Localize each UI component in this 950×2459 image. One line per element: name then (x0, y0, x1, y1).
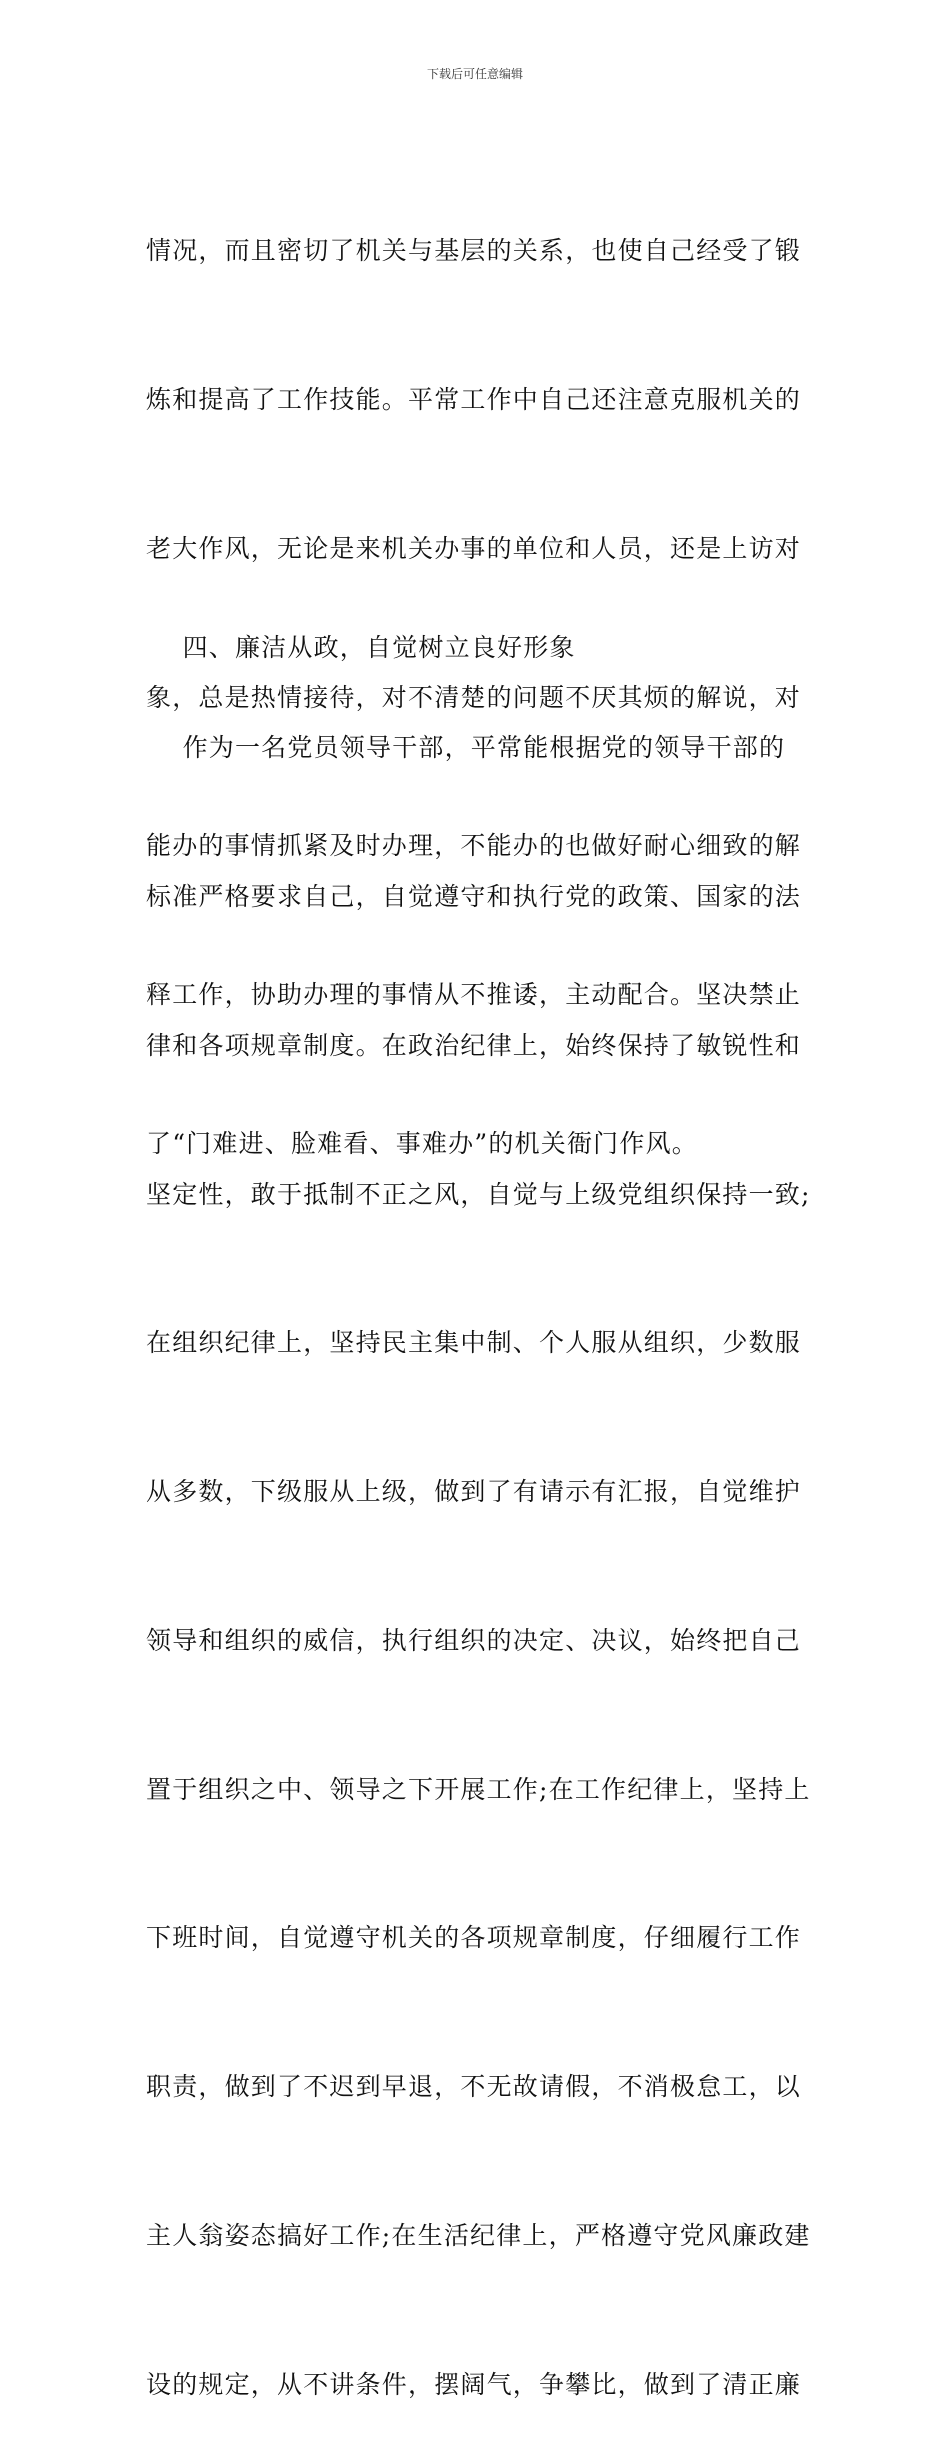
paragraph-line: 从多数，下级服从上级，做到了有请示有汇报，自觉维护 (146, 1477, 802, 1507)
paragraph-line: 老大作风，无论是来机关办事的单位和人员，还是上访对 (146, 533, 802, 563)
paragraph-line: 释工作，协助办理的事情从不推诿，主动配合。坚决禁止 (146, 980, 802, 1010)
paragraph-line: 情况，而且密切了机关与基层的关系，也使自己经受了锻 (146, 236, 802, 266)
paragraph-line: 坚定性，敢于抵制不正之风，自觉与上级党组织保持一致; (146, 1179, 811, 1209)
paragraph-line: 能办的事情抓紧及时办理，不能办的也做好耐心细致的解 (146, 831, 802, 861)
paragraph-line: 下班时间，自觉遵守机关的各项规章制度，仔细履行工作 (146, 1923, 802, 1953)
paragraph-line: 在组织纪律上，坚持民主集中制、个人服从组织，少数服 (146, 1328, 802, 1358)
paragraph-line: 炼和提高了工作技能。平常工作中自己还注意克服机关的 (146, 384, 802, 414)
paragraph-line: 职责，做到了不迟到早退，不无故请假，不消极怠工，以 (146, 2072, 802, 2102)
paragraph-line: 领导和组织的威信，执行组织的决定、决议，始终把自己 (146, 1625, 802, 1655)
paragraph-line: 设的规定，从不讲条件，摆阔气，争攀比，做到了清正廉 (146, 2369, 802, 2399)
paragraph-line: 了“门难进、脸难看、事难办”的机关衙门作风。 (146, 1128, 698, 1158)
paragraph-line: 主人翁姿态搞好工作;在生活纪律上，严格遵守党风廉政建 (146, 2221, 811, 2250)
section-heading-text: 四、廉洁从政，自觉树立良好形象 (146, 633, 576, 663)
paragraph-line: 作为一名党员领导干部，平常能根据党的领导干部的 (146, 733, 786, 763)
paragraph-line: 律和各项规章制度。在政治纪律上，始终保持了敏锐性和 (146, 1030, 802, 1060)
paragraph-line: 象，总是热情接待，对不清楚的问题不厌其烦的解说，对 (146, 682, 802, 712)
paragraph-2 (146, 624, 826, 2459)
paragraph-line: 标准严格要求自己，自觉遵守和执行党的政策、国家的法 (146, 881, 802, 911)
paragraph-line: 置于组织之中、领导之下开展工作;在工作纪律上，坚持上 (146, 1774, 811, 1804)
page-header: 下载后可任意编辑 (426, 67, 523, 81)
